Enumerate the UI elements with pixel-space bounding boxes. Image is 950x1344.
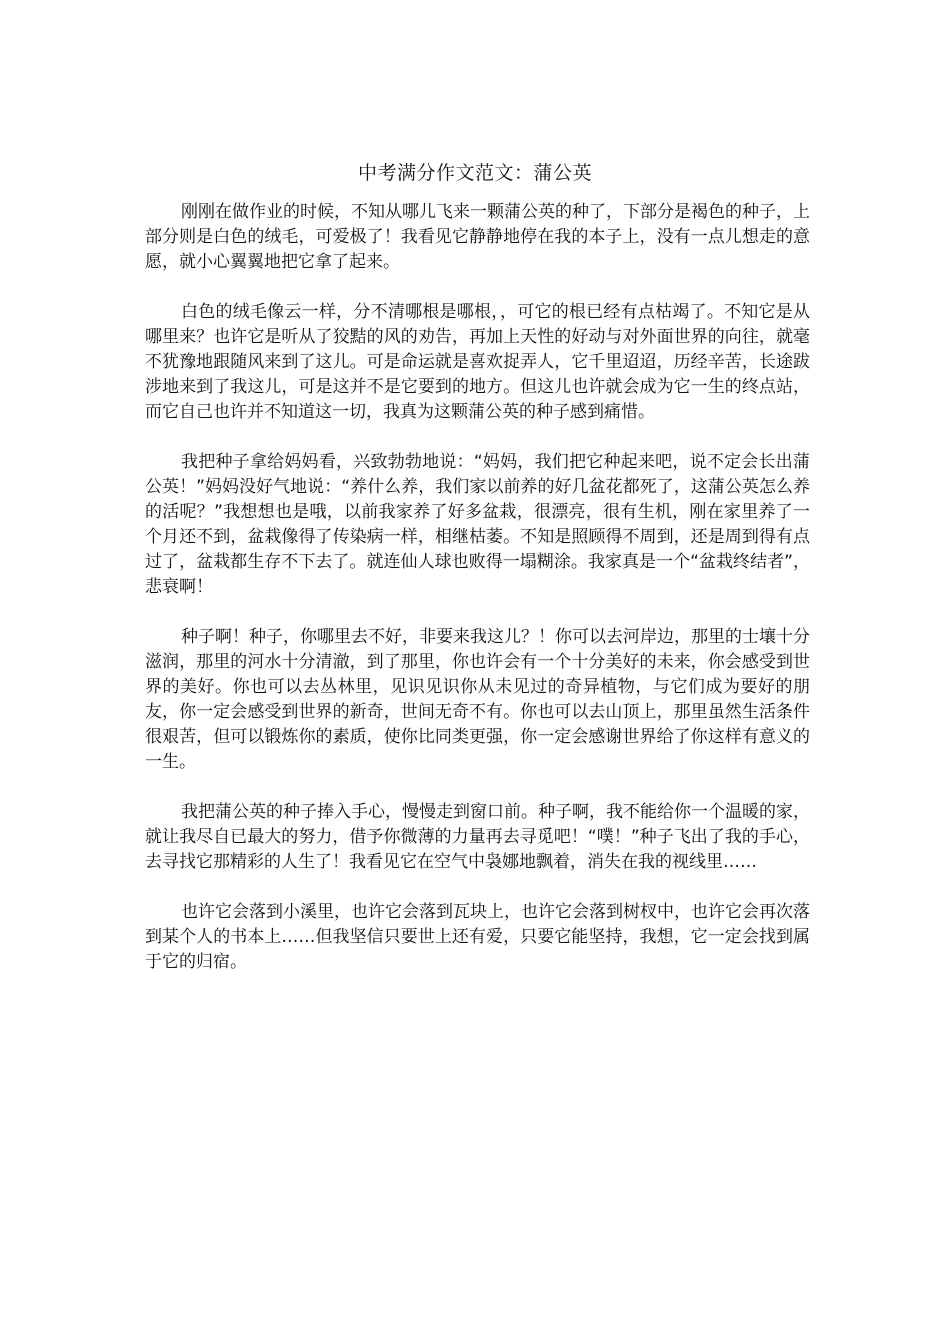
paragraph-2: 白色的绒毛像云一样，分不清哪根是哪根，，可它的根已经有点枯竭了。不知它是从哪里来？也许它是听从了狡黠的风的劝告，再加上天性的好动与对外面世界的向往，就毫不犹豫地跟随风来到了这儿。可是命运就是喜欢捉弄人，它千里迢迢，历经辛苦，长途跋涉地来到了我这儿，可是这并不是它要到的地方。但这儿也许就会成为它一生的终点站，而它自己也许并不知道这一切，我真为这颗蒲公英的种子感到痛惜。 xyxy=(145,302,810,422)
paragraph-5: 我把蒲公英的种子捧入手心，慢慢走到窗口前。种子啊，我不能给你一个温暖的家，就让我尽自已最大的努力，借予你微薄的力量再去寻觅吧！“噗！”种子飞出了我的手心，去寻找它那精彩的人生了！我看见它在空气中袅娜地飘着，消失在我的视线里…… xyxy=(145,802,810,872)
page-title: 中考满分作文范文：蒲公英 xyxy=(357,162,592,184)
paragraph-6: 也许它会落到小溪里，也许它会落到瓦块上，也许它会落到树杈中，也许它会再次落到某个人的书本上……但我坚信只要世上还有爱，只要它能坚持，我想，它一定会找到属于它的归宿。 xyxy=(145,902,810,972)
paragraph-1: 刚刚在做作业的时候，不知从哪儿飞来一颗蒲公英的种了，下部分是褐色的种子，上部分则是白色的绒毛，可爱极了！我看见它静静地停在我的本子上，没有一点儿想走的意愿，就小心翼翼地把它拿了起来。 xyxy=(145,202,810,272)
article-body xyxy=(145,200,810,1000)
paragraph-4: 种子啊！种子，你哪里去不好，非要来我这儿？！你可以去河岸边，那里的士壤十分滋润，那里的河水十分清澈，到了那里，你也许会有一个十分美好的未来，你会感受到世界的美好。你也可以去丛林里，见识见识你从未见过的奇异植物，与它们成为要好的朋友，你一定会感受到世界的新奇，世间无奇不有。你也可以去山顶上，那里虽然生活条件很艰苦，但可以锻炼你的素质，使你比同类更强，你一定会感谢世界给了你这样有意义的一生。 xyxy=(145,627,810,772)
paragraph-3: 我把种子拿给妈妈看，兴致勃勃地说：“妈妈，我们把它种起来吧，说不定会长出蒲公英！”妈妈没好气地说：“养什么养，我们家以前养的好几盆花都死了，这蒲公英怎么养的活呢？”我想想也是哦，以前我家养了好多盆栽，很漂亮，很有生机，刚在家里养了一个月还不到，盆栽像得了传染病一样，相继枯萎。不知是照顾得不周到，还是周到得有点过了，盆栽都生存不下去了。就连仙人球也败得一塌糊涂。我家真是一个“盆栽终结者”，悲衰啊！ xyxy=(145,452,810,597)
